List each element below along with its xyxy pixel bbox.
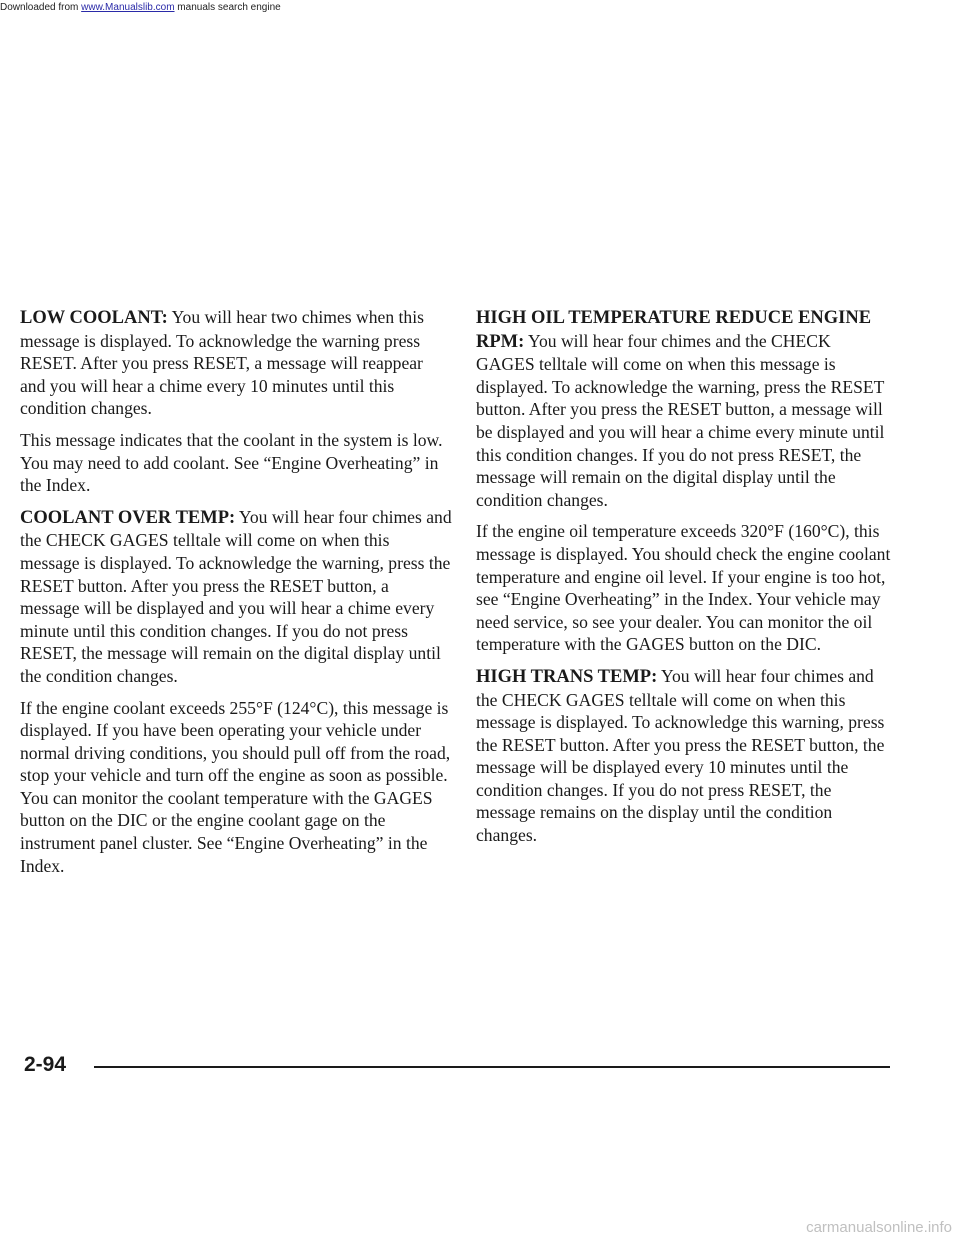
paragraph-text: If the engine coolant exceeds 255°F (124°C), this message is displayed. If you have been operating your vehicle under normal driving conditions, you should pull off from the road, stop your vehicle and turn off the engine as soon as possible. You can monitor the coolant temperature with the GAGES button on the DIC or the engine coolant gage on the instrument panel cluster. See “Engine Overheating” in the Index. (20, 697, 451, 876)
paragraph-coolant-over-temp-info (20, 697, 452, 878)
paragraph-text: You will hear four chimes and the CHECK GAGES telltale will come on when this message is displayed. To acknowledge this warning, press the RESET button. After you press the RESET button, the message will be displayed every 10 minutes until the condition changes. If you do not press RESET, the message remains on the display until the condition changes. (476, 665, 885, 846)
message-heading-high-oil-temperature: HIGH OIL TEMPERATURE REDUCE ENGINE RPM: (476, 308, 872, 352)
download-header (0, 2, 600, 14)
left-column (20, 306, 452, 886)
paragraph-high-oil-temperature (476, 306, 892, 511)
paragraph-text: This message indicates that the coolant in the system is low. You may need to add coolant. See “Engine Overheating” in the Index. (20, 429, 443, 496)
header-suffix: manuals search engine (174, 2, 281, 13)
paragraph-low-coolant-info (20, 429, 452, 497)
message-heading-high-trans-temp: HIGH TRANS TEMP: (476, 666, 658, 687)
header-prefix: Downloaded from (0, 2, 82, 13)
paragraph-coolant-over-temp (20, 506, 452, 688)
paragraph-text: You will hear four chimes and the CHECK GAGES telltale will come on when this message is displayed. To acknowledge the warning, press the RESET button. After you press the RESET button, a message will be displayed and you will hear a chime every minute until this condition changes. If you do not press RESET, the message will remain on the digital display until the condition changes. (20, 506, 452, 686)
right-column (476, 306, 892, 856)
paragraph-high-oil-temperature-info (476, 520, 892, 656)
footer-rule (94, 1066, 890, 1068)
message-heading-coolant-over-temp: COOLANT OVER TEMP: (20, 507, 236, 528)
manualslib-link[interactable]: www.Manualslib.com (81, 2, 175, 13)
message-heading-low-coolant: LOW COOLANT: (20, 308, 168, 328)
paragraph-low-coolant (20, 306, 452, 420)
watermark: carmanualsonline.info (806, 1219, 952, 1236)
page-number: 2-94 (24, 1053, 67, 1076)
paragraph-text: If the engine oil temperature exceeds 320°F (160°C), this message is displayed. You should check the engine coolant temperature and engine oil level. If your engine is too hot, see “Engine Overheating” in the Index. Your vehicle may need service, so see your dealer. You can monitor the oil temperature with the GAGES button on the DIC. (476, 521, 891, 655)
paragraph-high-trans-temp (476, 665, 892, 847)
paragraph-text: You will hear four chimes and the CHECK GAGES telltale will come on when this message is displayed. To acknowledge the warning, press the RESET button. After you press the RESET button, a message will be displayed and you will hear a chime every minute until this condition changes. If you do not press RESET, the message will remain on the digital display until the condition changes. (476, 330, 885, 510)
paragraph-text: You will hear two chimes when this message is displayed. To acknowledge the warning press RESET. After you press RESET, a message will reappear and you will hear a chime every 10 minutes until this condition changes. (20, 307, 424, 419)
